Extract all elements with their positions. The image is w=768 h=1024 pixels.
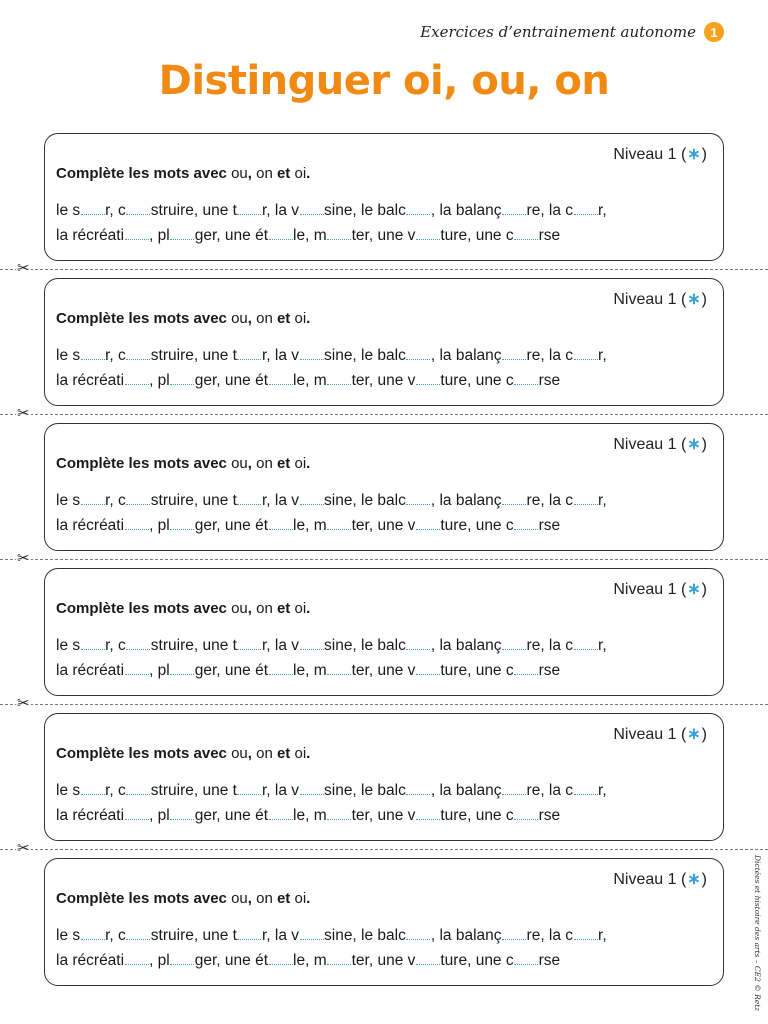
instruction-comma: , xyxy=(247,600,257,617)
scissors-icon: ✂ xyxy=(17,550,30,567)
instruction-et: et xyxy=(276,310,291,327)
level-label xyxy=(613,869,707,889)
instruction xyxy=(56,600,310,617)
fill-in-blank[interactable] xyxy=(502,781,526,795)
word-fragment: ger, une ét xyxy=(194,372,269,389)
word-fragment: ger, une ét xyxy=(194,517,269,534)
level-prefix: Niveau 1 ( xyxy=(613,726,687,743)
word-fragment: la récréati xyxy=(56,227,125,244)
word-fragment: ter, une v xyxy=(351,517,416,534)
fill-in-blank[interactable] xyxy=(300,201,324,215)
word-fragment: , pl xyxy=(149,952,170,969)
instruction-comma: , xyxy=(247,890,257,907)
fill-in-blank[interactable] xyxy=(125,806,149,820)
scissors-icon: ✂ xyxy=(17,260,30,277)
fill-in-blank[interactable] xyxy=(269,661,293,675)
fill-in-blank[interactable] xyxy=(125,516,149,530)
fill-in-blank[interactable] xyxy=(416,806,440,820)
word-fragment: , la balanç xyxy=(430,637,502,654)
level-label xyxy=(613,579,707,599)
star-icon: ∗ xyxy=(687,291,701,308)
fill-in-blank[interactable] xyxy=(81,346,105,360)
fill-in-blank[interactable] xyxy=(574,201,598,215)
word-fragment: r, xyxy=(598,492,607,509)
fill-in-blank[interactable] xyxy=(125,371,149,385)
level-prefix: Niveau 1 ( xyxy=(613,581,687,598)
exercise-line-1 xyxy=(56,346,607,365)
fill-in-blank[interactable] xyxy=(416,226,440,240)
level-prefix: Niveau 1 ( xyxy=(613,436,687,453)
word-fragment: re, la c xyxy=(526,927,574,944)
instruction-ou: ou xyxy=(231,890,248,907)
instruction-ou: ou xyxy=(231,455,248,472)
fill-in-blank[interactable] xyxy=(170,951,194,965)
cut-line xyxy=(0,405,768,422)
word-fragment: ture, une c xyxy=(440,227,514,244)
instruction-dot: . xyxy=(306,165,311,182)
fill-in-blank[interactable] xyxy=(237,491,261,505)
fill-in-blank[interactable] xyxy=(514,951,538,965)
instruction-oi: oi xyxy=(290,600,307,617)
fill-in-blank[interactable] xyxy=(327,226,351,240)
word-fragment: struire, une t xyxy=(150,782,237,799)
cut-line xyxy=(0,840,768,857)
fill-in-blank[interactable] xyxy=(81,636,105,650)
instruction-et: et xyxy=(276,890,291,907)
word-fragment: re, la c xyxy=(526,637,574,654)
star-icon: ∗ xyxy=(687,436,701,453)
word-fragment: struire, une t xyxy=(150,347,237,364)
fill-in-blank[interactable] xyxy=(502,346,526,360)
card-wrap xyxy=(17,423,724,568)
level-label xyxy=(613,724,707,744)
exercise-line-2 xyxy=(56,226,560,245)
exercise-card xyxy=(44,713,724,841)
fill-in-blank[interactable] xyxy=(574,346,598,360)
word-fragment: rse xyxy=(538,807,561,824)
fill-in-blank[interactable] xyxy=(126,636,150,650)
fill-in-blank[interactable] xyxy=(416,951,440,965)
word-fragment: ture, une c xyxy=(440,517,514,534)
instruction-ou: ou xyxy=(231,165,248,182)
word-fragment: sine, le balc xyxy=(324,202,406,219)
exercise-line-2 xyxy=(56,951,560,970)
word-fragment: ger, une ét xyxy=(194,807,269,824)
exercise-line-1 xyxy=(56,781,607,800)
instruction-et: et xyxy=(276,745,291,762)
cut-line xyxy=(0,695,768,712)
word-fragment: r, c xyxy=(105,637,126,654)
instruction-dot: . xyxy=(306,455,311,472)
fill-in-blank[interactable] xyxy=(327,516,351,530)
word-fragment: rse xyxy=(538,662,561,679)
word-fragment: r, la v xyxy=(261,492,299,509)
word-fragment: , la balanç xyxy=(430,927,502,944)
fill-in-blank[interactable] xyxy=(125,951,149,965)
exercise-cards xyxy=(17,133,724,1003)
word-fragment: ger, une ét xyxy=(194,662,269,679)
instruction-et: et xyxy=(276,600,291,617)
fill-in-blank[interactable] xyxy=(126,781,150,795)
word-fragment: r, xyxy=(598,202,607,219)
star-icon: ∗ xyxy=(687,726,701,743)
fill-in-blank[interactable] xyxy=(327,806,351,820)
word-fragment: ter, une v xyxy=(351,227,416,244)
word-fragment: sine, le balc xyxy=(324,782,406,799)
level-prefix: Niveau 1 ( xyxy=(613,871,687,888)
fill-in-blank[interactable] xyxy=(300,491,324,505)
scissors-icon: ✂ xyxy=(17,840,30,857)
instruction-ou: ou xyxy=(231,745,248,762)
word-fragment: r, xyxy=(598,927,607,944)
instruction-on: on xyxy=(256,890,277,907)
word-fragment: r, xyxy=(598,637,607,654)
instruction-dot: . xyxy=(306,745,311,762)
word-fragment: struire, une t xyxy=(150,927,237,944)
word-fragment: re, la c xyxy=(526,492,574,509)
word-fragment: r, xyxy=(598,347,607,364)
instruction-oi: oi xyxy=(290,890,307,907)
word-fragment: re, la c xyxy=(526,202,574,219)
word-fragment: , la balanç xyxy=(430,782,502,799)
instruction-dot: . xyxy=(306,890,311,907)
star-icon: ∗ xyxy=(687,871,701,888)
fill-in-blank[interactable] xyxy=(406,346,430,360)
word-fragment: sine, le balc xyxy=(324,492,406,509)
fill-in-blank[interactable] xyxy=(406,636,430,650)
instruction-comma: , xyxy=(247,745,257,762)
word-fragment: r, c xyxy=(105,782,126,799)
word-fragment: r, c xyxy=(105,202,126,219)
fill-in-blank[interactable] xyxy=(574,781,598,795)
instruction-oi: oi xyxy=(290,455,307,472)
fill-in-blank[interactable] xyxy=(300,346,324,360)
word-fragment: le s xyxy=(56,492,81,509)
fill-in-blank[interactable] xyxy=(502,201,526,215)
word-fragment: struire, une t xyxy=(150,202,237,219)
header xyxy=(420,22,724,42)
word-fragment: r, c xyxy=(105,927,126,944)
fill-in-blank[interactable] xyxy=(514,661,538,675)
word-fragment: sine, le balc xyxy=(324,347,406,364)
fill-in-blank[interactable] xyxy=(237,781,261,795)
word-fragment: sine, le balc xyxy=(324,927,406,944)
word-fragment: ger, une ét xyxy=(194,227,269,244)
word-fragment: , pl xyxy=(149,807,170,824)
card-wrap xyxy=(17,278,724,423)
fill-in-blank[interactable] xyxy=(237,926,261,940)
word-fragment: ture, une c xyxy=(440,372,514,389)
instruction-on: on xyxy=(256,600,277,617)
fill-in-blank[interactable] xyxy=(574,491,598,505)
word-fragment: la récréati xyxy=(56,372,125,389)
card-wrap xyxy=(44,858,724,1003)
fill-in-blank[interactable] xyxy=(170,226,194,240)
instruction-oi: oi xyxy=(290,165,307,182)
fill-in-blank[interactable] xyxy=(269,951,293,965)
word-fragment: la récréati xyxy=(56,952,125,969)
fill-in-blank[interactable] xyxy=(269,806,293,820)
instruction-lead: Complète les mots avec xyxy=(56,745,232,762)
word-fragment: la récréati xyxy=(56,662,125,679)
word-fragment: le s xyxy=(56,637,81,654)
word-fragment: re, la c xyxy=(526,347,574,364)
fill-in-blank[interactable] xyxy=(574,926,598,940)
word-fragment: le, m xyxy=(293,662,327,679)
word-fragment: , la balanç xyxy=(430,347,502,364)
level-suffix: ) xyxy=(701,291,707,308)
exercise-line-2 xyxy=(56,516,560,535)
word-fragment: ture, une c xyxy=(440,952,514,969)
instruction xyxy=(56,165,310,182)
word-fragment: rse xyxy=(538,952,561,969)
word-fragment: r, c xyxy=(105,347,126,364)
word-fragment: le, m xyxy=(293,227,327,244)
fill-in-blank[interactable] xyxy=(502,491,526,505)
fill-in-blank[interactable] xyxy=(327,661,351,675)
exercise-line-1 xyxy=(56,636,607,655)
word-fragment: ter, une v xyxy=(351,662,416,679)
instruction-on: on xyxy=(256,745,277,762)
fill-in-blank[interactable] xyxy=(237,636,261,650)
exercise-line-1 xyxy=(56,926,607,945)
instruction-lead: Complète les mots avec xyxy=(56,600,232,617)
instruction-on: on xyxy=(256,165,277,182)
exercise-card xyxy=(44,278,724,406)
word-fragment: struire, une t xyxy=(150,637,237,654)
fill-in-blank[interactable] xyxy=(514,516,538,530)
fill-in-blank[interactable] xyxy=(269,371,293,385)
fill-in-blank[interactable] xyxy=(300,636,324,650)
fill-in-blank[interactable] xyxy=(269,226,293,240)
word-fragment: rse xyxy=(538,372,561,389)
word-fragment: r, la v xyxy=(261,202,299,219)
exercise-line-2 xyxy=(56,371,560,390)
fill-in-blank[interactable] xyxy=(126,491,150,505)
fill-in-blank[interactable] xyxy=(300,781,324,795)
fill-in-blank[interactable] xyxy=(514,806,538,820)
word-fragment: rse xyxy=(538,517,561,534)
word-fragment: le s xyxy=(56,202,81,219)
instruction-on: on xyxy=(256,310,277,327)
fill-in-blank[interactable] xyxy=(237,201,261,215)
instruction-et: et xyxy=(276,165,291,182)
level-label xyxy=(613,144,707,164)
instruction xyxy=(56,455,310,472)
instruction-dot: . xyxy=(306,600,311,617)
word-fragment: ture, une c xyxy=(440,662,514,679)
fill-in-blank[interactable] xyxy=(574,636,598,650)
instruction-comma: , xyxy=(247,455,257,472)
instruction-et: et xyxy=(276,455,291,472)
word-fragment: r, la v xyxy=(261,637,299,654)
fill-in-blank[interactable] xyxy=(126,926,150,940)
instruction xyxy=(56,310,310,327)
side-credit-text: Dictées et histoire des arts – CE2 © Retz xyxy=(753,855,762,1012)
word-fragment: ter, une v xyxy=(351,807,416,824)
number-badge: 1 xyxy=(704,22,724,42)
word-fragment: le s xyxy=(56,347,81,364)
word-fragment: ter, une v xyxy=(351,372,416,389)
word-fragment: le, m xyxy=(293,372,327,389)
word-fragment: le, m xyxy=(293,807,327,824)
exercise-line-2 xyxy=(56,806,560,825)
word-fragment: , pl xyxy=(149,662,170,679)
word-fragment: , pl xyxy=(149,227,170,244)
word-fragment: , la balanç xyxy=(430,492,502,509)
exercise-card xyxy=(44,423,724,551)
exercise-line-2 xyxy=(56,661,560,680)
star-icon: ∗ xyxy=(687,146,701,163)
fill-in-blank[interactable] xyxy=(406,491,430,505)
fill-in-blank[interactable] xyxy=(502,926,526,940)
word-fragment: le, m xyxy=(293,952,327,969)
level-label xyxy=(613,289,707,309)
scissors-icon: ✂ xyxy=(17,405,30,422)
word-fragment: r, xyxy=(598,782,607,799)
instruction-oi: oi xyxy=(290,745,307,762)
fill-in-blank[interactable] xyxy=(514,371,538,385)
fill-in-blank[interactable] xyxy=(514,226,538,240)
instruction-comma: , xyxy=(247,165,257,182)
level-suffix: ) xyxy=(701,871,707,888)
fill-in-blank[interactable] xyxy=(126,346,150,360)
word-fragment: r, la v xyxy=(261,347,299,364)
fill-in-blank[interactable] xyxy=(502,636,526,650)
fill-in-blank[interactable] xyxy=(125,661,149,675)
fill-in-blank[interactable] xyxy=(406,926,430,940)
fill-in-blank[interactable] xyxy=(81,781,105,795)
word-fragment: sine, le balc xyxy=(324,637,406,654)
fill-in-blank[interactable] xyxy=(237,346,261,360)
scissors-icon: ✂ xyxy=(17,695,30,712)
exercise-card xyxy=(44,858,724,986)
instruction xyxy=(56,745,310,762)
word-fragment: la récréati xyxy=(56,807,125,824)
fill-in-blank[interactable] xyxy=(125,226,149,240)
fill-in-blank[interactable] xyxy=(406,201,430,215)
instruction-ou: ou xyxy=(231,600,248,617)
instruction-lead: Complète les mots avec xyxy=(56,310,232,327)
fill-in-blank[interactable] xyxy=(126,201,150,215)
page-title xyxy=(0,58,768,104)
card-wrap xyxy=(17,713,724,858)
instruction-comma: , xyxy=(247,310,257,327)
exercise-card xyxy=(44,568,724,696)
word-fragment: ter, une v xyxy=(351,952,416,969)
instruction-lead: Complète les mots avec xyxy=(56,890,232,907)
page-title-bold: oi, ou, on xyxy=(403,58,610,104)
fill-in-blank[interactable] xyxy=(269,516,293,530)
fill-in-blank[interactable] xyxy=(81,201,105,215)
cut-line xyxy=(0,550,768,567)
word-fragment: ger, une ét xyxy=(194,952,269,969)
fill-in-blank[interactable] xyxy=(170,371,194,385)
fill-in-blank[interactable] xyxy=(170,806,194,820)
instruction-dot: . xyxy=(306,310,311,327)
word-fragment: la récréati xyxy=(56,517,125,534)
card-wrap xyxy=(17,133,724,278)
page-title-regular: Distinguer xyxy=(158,58,404,104)
word-fragment: , pl xyxy=(149,517,170,534)
side-credit xyxy=(750,855,764,1015)
instruction-lead: Complète les mots avec xyxy=(56,455,232,472)
instruction-oi: oi xyxy=(290,310,307,327)
fill-in-blank[interactable] xyxy=(170,516,194,530)
instruction-ou: ou xyxy=(231,310,248,327)
level-label xyxy=(613,434,707,454)
word-fragment: ture, une c xyxy=(440,807,514,824)
fill-in-blank[interactable] xyxy=(327,951,351,965)
word-fragment: r, c xyxy=(105,492,126,509)
level-suffix: ) xyxy=(701,726,707,743)
instruction xyxy=(56,890,310,907)
word-fragment: re, la c xyxy=(526,782,574,799)
instruction-on: on xyxy=(256,455,277,472)
level-prefix: Niveau 1 ( xyxy=(613,146,687,163)
fill-in-blank[interactable] xyxy=(416,661,440,675)
fill-in-blank[interactable] xyxy=(327,371,351,385)
exercise-card xyxy=(44,133,724,261)
word-fragment: le, m xyxy=(293,517,327,534)
card-wrap xyxy=(17,568,724,713)
fill-in-blank[interactable] xyxy=(300,926,324,940)
word-fragment: r, la v xyxy=(261,782,299,799)
fill-in-blank[interactable] xyxy=(406,781,430,795)
level-suffix: ) xyxy=(701,436,707,453)
word-fragment: , la balanç xyxy=(430,202,502,219)
instruction-lead: Complète les mots avec xyxy=(56,165,232,182)
word-fragment: rse xyxy=(538,227,561,244)
level-prefix: Niveau 1 ( xyxy=(613,291,687,308)
exercise-line-1 xyxy=(56,491,607,510)
fill-in-blank[interactable] xyxy=(170,661,194,675)
star-icon: ∗ xyxy=(687,581,701,598)
word-fragment: struire, une t xyxy=(150,492,237,509)
fill-in-blank[interactable] xyxy=(416,516,440,530)
exercise-line-1 xyxy=(56,201,607,220)
word-fragment: le s xyxy=(56,927,81,944)
word-fragment: , pl xyxy=(149,372,170,389)
fill-in-blank[interactable] xyxy=(81,926,105,940)
word-fragment: r, la v xyxy=(261,927,299,944)
series-title: Exercices d’entrainement autonome xyxy=(420,23,696,41)
level-suffix: ) xyxy=(701,581,707,598)
level-suffix: ) xyxy=(701,146,707,163)
fill-in-blank[interactable] xyxy=(81,491,105,505)
word-fragment: le s xyxy=(56,782,81,799)
fill-in-blank[interactable] xyxy=(416,371,440,385)
cut-line xyxy=(0,260,768,277)
